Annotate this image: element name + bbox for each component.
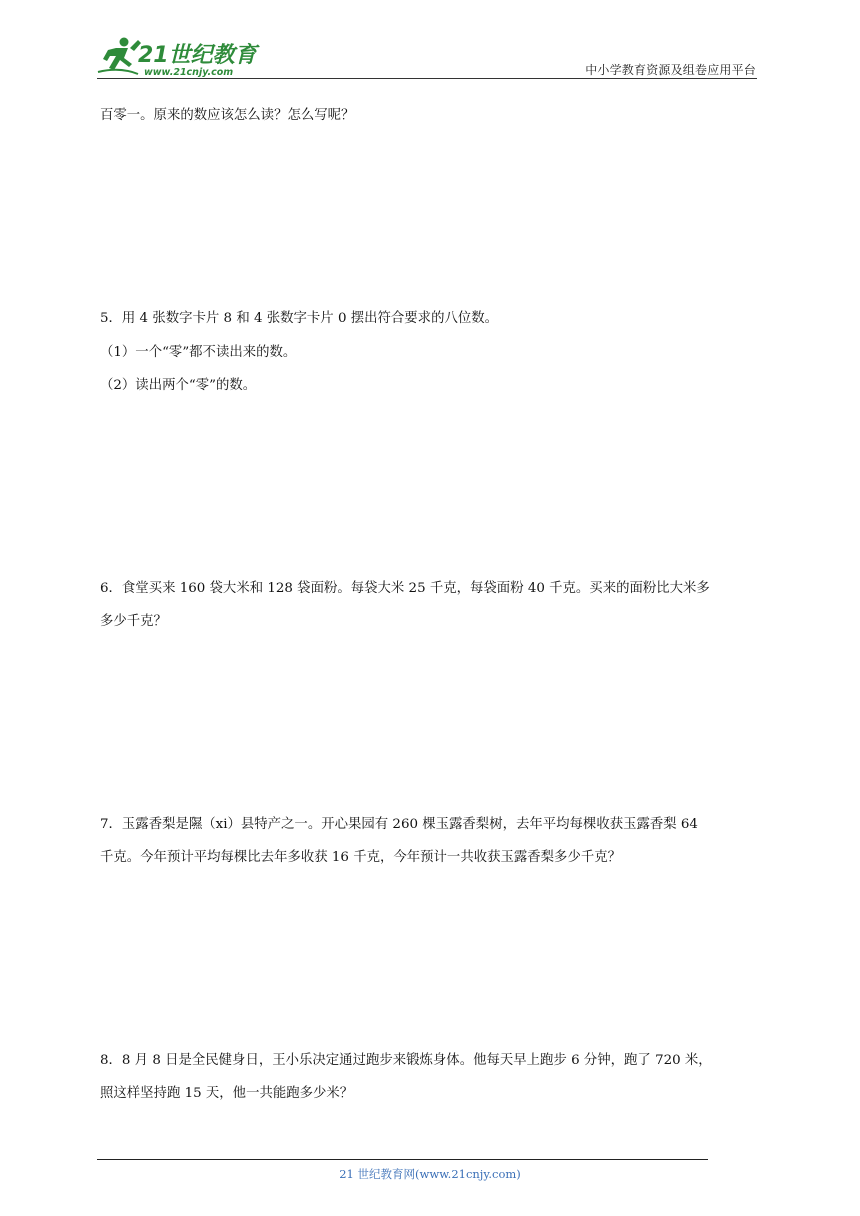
question-5-part-1: （1）一个“零”都不读出来的数。 — [100, 345, 297, 360]
footer-link[interactable]: 21 世纪教育网(www.21cnjy.com) — [339, 1167, 521, 1181]
platform-name: 中小学教育资源及组卷应用平台 — [585, 63, 756, 77]
question-7-text-line-2: 千克。今年预计平均每棵比去年多收获 16 千克，今年预计一共收获玉露香梨多少千克？ — [100, 850, 622, 865]
question-5-text: 5．用 4 张数字卡片 8 和 4 张数字卡片 0 摆出符合要求的八位数。 — [100, 311, 499, 326]
question-6-text-line-1: 6．食堂买来 160 袋大米和 128 袋面粉。每袋大米 25 千克，每袋面粉 40 千克。买来的面粉比大米多 — [100, 581, 710, 596]
site-logo[interactable] — [94, 34, 264, 80]
question-7-text-line-1: 7．玉露香梨是隰（xi）县特产之一。开心果园有 260 棵玉露香梨树，去年平均每棵收获玉露香梨 64 — [100, 817, 698, 832]
question-5-part-2: （2）读出两个“零”的数。 — [100, 378, 257, 393]
question-8-text-line-1: 8．8 月 8 日是全民健身日，王小乐决定通过跑步来锻炼身体。他每天早上跑步 6 分钟，跑了 720 米， — [100, 1053, 712, 1068]
logo-main-text: 21世纪教育 — [138, 43, 257, 68]
question-8-text-line-2: 照这样坚持跑 15 天，他一共能跑多少米？ — [100, 1086, 354, 1101]
header-divider — [97, 78, 757, 79]
question-4-continuation: 百零一。原来的数应该怎么读？怎么写呢？ — [100, 108, 355, 123]
footer-divider — [97, 1159, 708, 1160]
runner-logo-icon — [94, 34, 264, 80]
question-6-text-line-2: 多少千克？ — [100, 614, 167, 629]
logo-url-text: www.21cnjy.com — [144, 67, 234, 78]
